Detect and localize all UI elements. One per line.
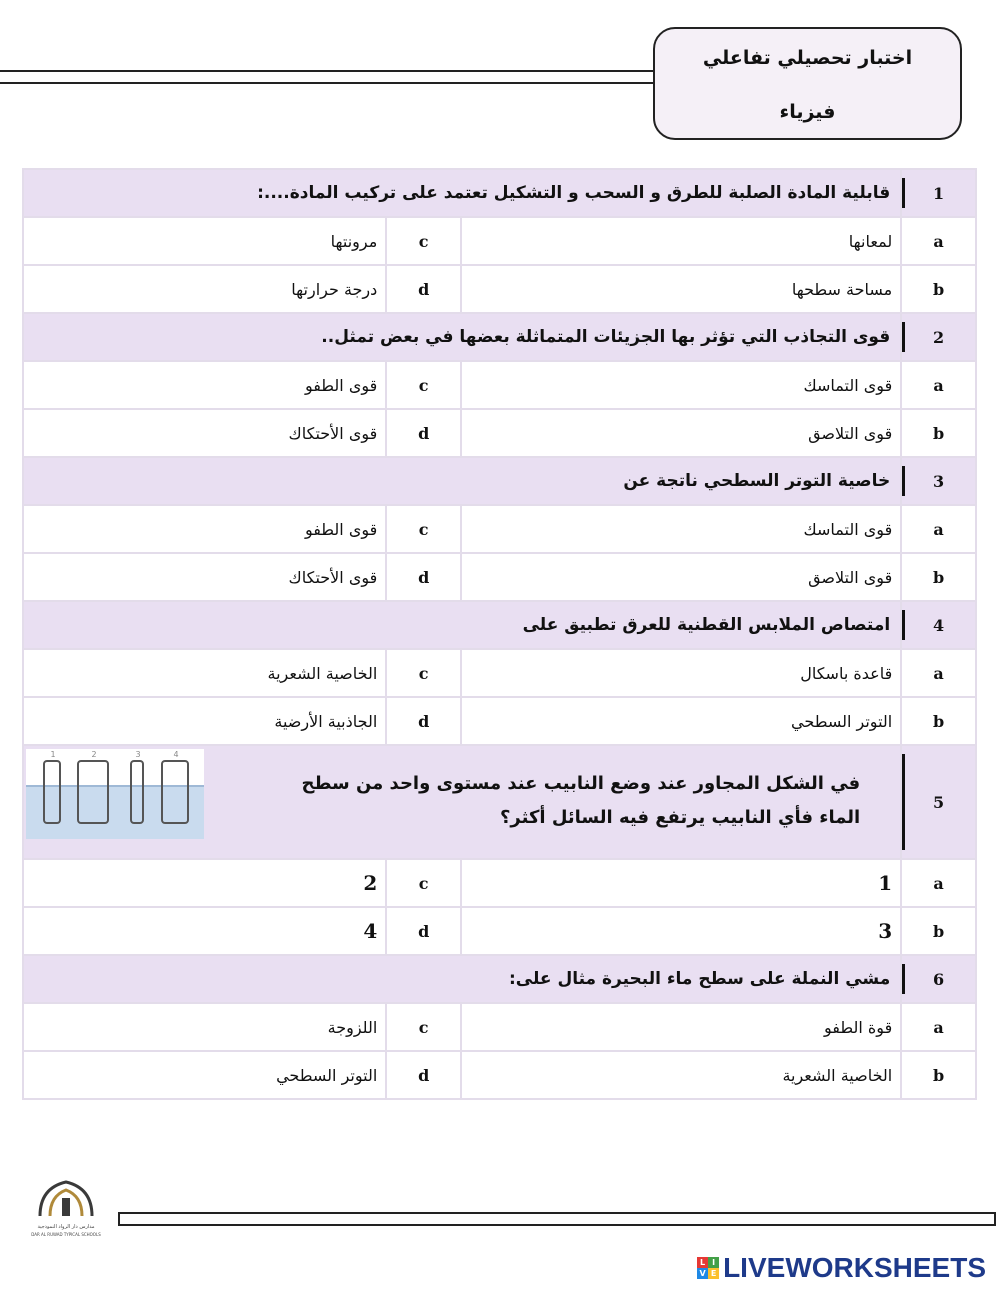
option-b[interactable]: الخاصية الشعرية (461, 1051, 901, 1099)
logo-caption-ar: مدارس دار الرواد النموذجية (37, 1224, 95, 1230)
answer-row (23, 265, 976, 313)
option-letter-b: b (901, 409, 976, 457)
question-number: 6 (901, 955, 976, 1003)
header-rule (0, 70, 655, 84)
tube-label-2: 2 (91, 750, 97, 759)
option-a[interactable]: قوة الطفو (461, 1003, 901, 1051)
question-number: 2 (901, 313, 976, 361)
option-a[interactable]: قوى التماسك (461, 505, 901, 553)
question-text: خاصية التوتر السطحي ناتجة عن (23, 457, 901, 505)
badge-letter: I (708, 1257, 719, 1268)
answer-row (23, 697, 976, 745)
option-d[interactable]: الجاذبية الأرضية (23, 697, 386, 745)
option-letter-d: d (386, 265, 461, 313)
option-letter-a: a (901, 1003, 976, 1051)
option-c[interactable]: 2 (23, 859, 386, 907)
answer-row (23, 553, 976, 601)
option-letter-d: d (386, 553, 461, 601)
option-letter-a: a (901, 505, 976, 553)
question-number: 5 (901, 745, 976, 859)
answer-row (23, 361, 976, 409)
option-a[interactable]: قاعدة باسكال (461, 649, 901, 697)
option-letter-c: c (386, 859, 461, 907)
subject-title: فيزياء (779, 101, 836, 123)
option-a[interactable]: لمعانها (461, 217, 901, 265)
question-text: امتصاص الملابس القطنية للعرق تطبيق على (23, 601, 901, 649)
water-surface (26, 785, 204, 787)
logo-caption-en: DAR AL RUWAD TYPICAL SCHOOLS (31, 1232, 101, 1237)
option-b[interactable]: قوى التلاصق (461, 553, 901, 601)
footer-rule (118, 1212, 996, 1226)
option-letter-a: a (901, 649, 976, 697)
option-c[interactable]: الخاصية الشعرية (23, 649, 386, 697)
option-letter-d: d (386, 1051, 461, 1099)
tube-label-3: 3 (135, 750, 141, 759)
liveworksheets-brand (697, 1252, 986, 1284)
option-letter-b: b (901, 265, 976, 313)
badge-letter: L (697, 1257, 708, 1268)
title-box (653, 27, 962, 140)
option-letter-b: b (901, 697, 976, 745)
option-letter-a: a (901, 859, 976, 907)
option-letter-c: c (386, 217, 461, 265)
option-letter-a: a (901, 361, 976, 409)
option-c[interactable]: قوى الطفو (23, 505, 386, 553)
option-letter-d: d (386, 409, 461, 457)
question-number: 4 (901, 601, 976, 649)
option-d[interactable]: قوى الأحتكاك (23, 409, 386, 457)
capillary-tubes-figure (26, 749, 204, 839)
question-text: مشي النملة على سطح ماء البحيرة مثال على: (23, 955, 901, 1003)
option-letter-c: c (386, 1003, 461, 1051)
option-c[interactable]: مرونتها (23, 217, 386, 265)
answer-row (23, 1051, 976, 1099)
tube-label-4: 4 (173, 750, 179, 759)
question-row (23, 169, 976, 217)
option-letter-c: c (386, 505, 461, 553)
option-a[interactable]: قوى التماسك (461, 361, 901, 409)
water-body (26, 785, 204, 839)
answer-row (23, 649, 976, 697)
logo-pillar (62, 1198, 70, 1216)
answer-row (23, 409, 976, 457)
option-d[interactable]: درجة حرارتها (23, 265, 386, 313)
answer-row (23, 505, 976, 553)
answer-row (23, 907, 976, 955)
question-number: 1 (901, 169, 976, 217)
question-number: 3 (901, 457, 976, 505)
liveworksheets-logo-icon (697, 1257, 719, 1279)
question-row (23, 313, 976, 361)
answer-row (23, 217, 976, 265)
option-letter-c: c (386, 361, 461, 409)
option-d[interactable]: 4 (23, 907, 386, 955)
badge-letter: E (708, 1268, 719, 1279)
question-text: في الشكل المجاور عند وضع النابيب عند مستوى واحد من سطح الماء فأي النابيب يرتفع فيه السائل أكثر؟ (301, 773, 861, 828)
question-row (23, 601, 976, 649)
option-d[interactable]: قوى الأحتكاك (23, 553, 386, 601)
question-row (23, 955, 976, 1003)
question-text: قوى التجاذب التي تؤثر بها الجزيئات المتماثلة بعضها في بعض تمثل.. (23, 313, 901, 361)
option-b[interactable]: 3 (461, 907, 901, 955)
option-letter-b: b (901, 907, 976, 955)
option-letter-d: d (386, 907, 461, 955)
brand-name: LIVEWORKSHEETS (723, 1252, 986, 1283)
answer-row (23, 859, 976, 907)
school-logo (28, 1176, 104, 1242)
option-letter-d: d (386, 697, 461, 745)
option-c[interactable]: اللزوجة (23, 1003, 386, 1051)
option-b[interactable]: التوتر السطحي (461, 697, 901, 745)
badge-letter: V (697, 1268, 708, 1279)
question-cell (23, 745, 901, 859)
quiz-title: اختبار تحصيلي تفاعلي (702, 47, 913, 69)
question-row (23, 457, 976, 505)
option-letter-a: a (901, 217, 976, 265)
question-text: قابلية المادة الصلبة للطرق و السحب و التشكيل تعتمد على تركيب المادة....: (23, 169, 901, 217)
question-row (23, 745, 976, 859)
option-b[interactable]: مساحة سطحها (461, 265, 901, 313)
answer-row (23, 1003, 976, 1051)
option-letter-c: c (386, 649, 461, 697)
option-b[interactable]: قوى التلاصق (461, 409, 901, 457)
quiz-table (22, 168, 977, 1100)
option-a[interactable]: 1 (461, 859, 901, 907)
option-c[interactable]: قوى الطفو (23, 361, 386, 409)
option-letter-b: b (901, 553, 976, 601)
option-d[interactable]: التوتر السطحي (23, 1051, 386, 1099)
option-letter-b: b (901, 1051, 976, 1099)
tube-label-1: 1 (50, 750, 56, 759)
